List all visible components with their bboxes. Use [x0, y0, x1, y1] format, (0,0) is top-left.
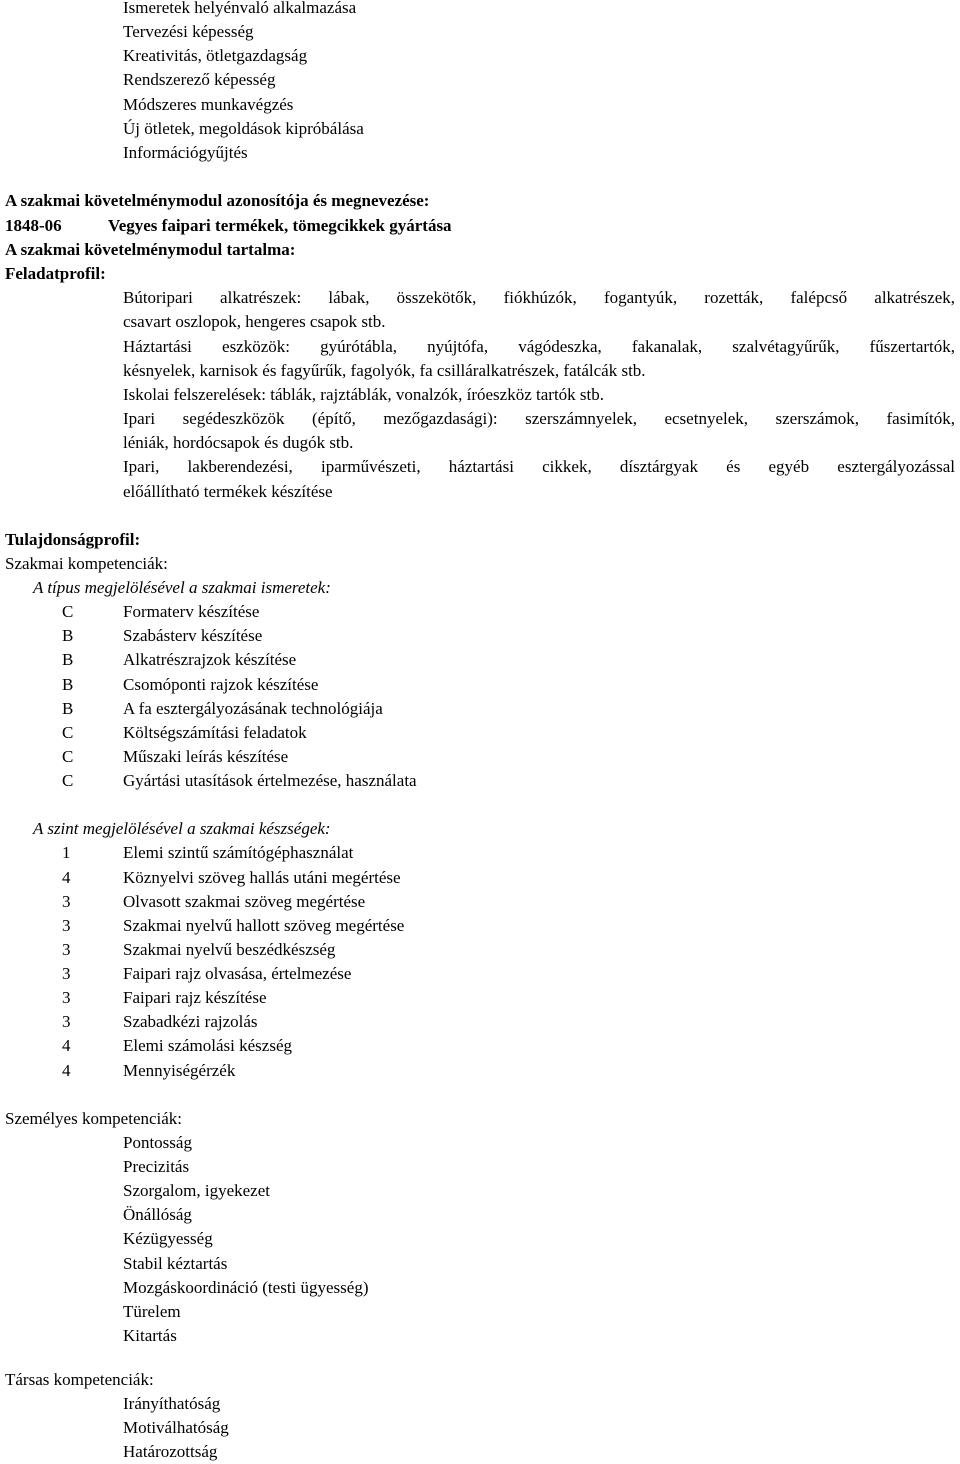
top-list-item: Információgyűjtés — [123, 143, 248, 162]
personal-item: Precizitás — [123, 1157, 190, 1176]
personal-item: Stabil kéztartás — [123, 1254, 228, 1273]
skill-text: Szakmai nyelvű beszédkészség — [123, 940, 336, 959]
social-item: Motiválhatóság — [123, 1418, 229, 1437]
personal-competencies-heading: Személyes kompetenciák: — [5, 1109, 183, 1128]
skill-text: Szakmai nyelvű hallott szöveg megértése — [123, 916, 405, 935]
top-list-item: Új ötletek, megoldások kipróbálása — [123, 119, 364, 138]
professional-competencies-heading: Szakmai kompetenciák: — [5, 554, 168, 573]
task-profile-line: Háztartási eszközök: gyúrótábla, nyújtófa, vágódeszka, fakanalak, szalvétagyűrűk, fűszertartók, — [123, 337, 955, 356]
module-content-heading: A szakmai követelménymodul tartalma: — [5, 240, 296, 259]
skill-level: 3 — [62, 916, 71, 935]
task-profile-line: késnyelek, karnisok és fagyűrűk, fagolyók, fa csilláralkatrészek, fatálcák stb. — [123, 361, 646, 380]
task-profile-heading: Feladatprofil: — [5, 264, 106, 283]
knowledge-text: A fa esztergályozásának technológiája — [123, 699, 383, 718]
top-list-item: Módszeres munkavégzés — [123, 95, 294, 114]
knowledge-heading: A típus megjelölésével a szakmai ismeretek: — [33, 578, 331, 597]
task-profile-line: csavart oszlopok, hengeres csapok stb. — [123, 312, 386, 331]
knowledge-level: C — [62, 747, 74, 766]
skill-level: 4 — [62, 868, 71, 887]
knowledge-level: C — [62, 771, 74, 790]
knowledge-text: Csomóponti rajzok készítése — [123, 675, 319, 694]
knowledge-text: Műszaki leírás készítése — [123, 747, 289, 766]
skill-level: 3 — [62, 1012, 71, 1031]
skill-level: 4 — [62, 1061, 71, 1080]
skill-text: Szabadkézi rajzolás — [123, 1012, 258, 1031]
personal-item: Kézügyesség — [123, 1229, 213, 1248]
knowledge-text: Gyártási utasítások értelmezése, használata — [123, 771, 417, 790]
personal-item: Önállóság — [123, 1205, 192, 1224]
module-name: Vegyes faipari termékek, tömegcikkek gyártása — [108, 216, 452, 235]
skill-text: Olvasott szakmai szöveg megértése — [123, 892, 366, 911]
skill-level: 3 — [62, 988, 71, 1007]
knowledge-level: B — [62, 699, 74, 718]
skill-level: 3 — [62, 964, 71, 983]
skill-text: Elemi számolási készség — [123, 1036, 293, 1055]
skill-level: 3 — [62, 940, 71, 959]
module-code: 1848-06 — [5, 216, 62, 235]
skill-level: 1 — [62, 843, 71, 862]
skills-heading: A szint megjelölésével a szakmai készségek: — [33, 819, 331, 838]
knowledge-level: C — [62, 723, 74, 742]
task-profile-line: Ipari segédeszközök (építő, mezőgazdasági): szerszámnyelek, ecsetnyelek, szerszámok, fasimítók, — [123, 409, 955, 428]
skill-level: 4 — [62, 1036, 71, 1055]
personal-item: Kitartás — [123, 1326, 177, 1345]
personal-item: Mozgáskoordináció (testi ügyesség) — [123, 1278, 369, 1297]
social-competencies-heading: Társas kompetenciák: — [5, 1370, 154, 1389]
top-list-item: Kreativitás, ötletgazdagság — [123, 46, 308, 65]
top-list-item: Rendszerező képesség — [123, 70, 276, 89]
skill-text: Elemi szintű számítógéphasználat — [123, 843, 354, 862]
social-item: Irányíthatóság — [123, 1394, 221, 1413]
top-list-item: Tervezési képesség — [123, 22, 254, 41]
knowledge-text: Formaterv készítése — [123, 602, 260, 621]
skill-text: Faipari rajz olvasása, értelmezése — [123, 964, 352, 983]
knowledge-level: B — [62, 626, 74, 645]
task-profile-line: előállítható termékek készítése — [123, 482, 333, 501]
task-profile-line: Bútoripari alkatrészek: lábak, összekötők, fiókhúzók, fogantyúk, rozetták, falépcső alkatrészek, — [123, 288, 955, 307]
skill-text: Faipari rajz készítése — [123, 988, 267, 1007]
knowledge-level: B — [62, 650, 74, 669]
social-item: Határozottság — [123, 1442, 218, 1461]
top-list-item: Ismeretek helyénvaló alkalmazása — [123, 0, 357, 17]
skill-text: Mennyiségérzék — [123, 1061, 236, 1080]
task-profile-line: léniák, hordócsapok és dugók stb. — [123, 433, 354, 452]
module-id-heading: A szakmai követelménymodul azonosítója és megnevezése: — [5, 191, 430, 210]
knowledge-level: B — [62, 675, 74, 694]
property-profile-heading: Tulajdonságprofil: — [5, 530, 141, 549]
task-profile-line: Iskolai felszerelések: táblák, rajztáblák, vonalzók, íróeszköz tartók stb. — [123, 385, 605, 404]
personal-item: Türelem — [123, 1302, 181, 1321]
skill-text: Köznyelvi szöveg hallás utáni megértése — [123, 868, 401, 887]
skill-level: 3 — [62, 892, 71, 911]
knowledge-text: Alkatrészrajzok készítése — [123, 650, 297, 669]
knowledge-level: C — [62, 602, 74, 621]
knowledge-text: Szabásterv készítése — [123, 626, 263, 645]
knowledge-text: Költségszámítási feladatok — [123, 723, 307, 742]
personal-item: Pontosság — [123, 1133, 192, 1152]
task-profile-line: Ipari, lakberendezési, iparművészeti, háztartási cikkek, dísztárgyak és egyéb esztergályozással — [123, 457, 955, 476]
personal-item: Szorgalom, igyekezet — [123, 1181, 270, 1200]
